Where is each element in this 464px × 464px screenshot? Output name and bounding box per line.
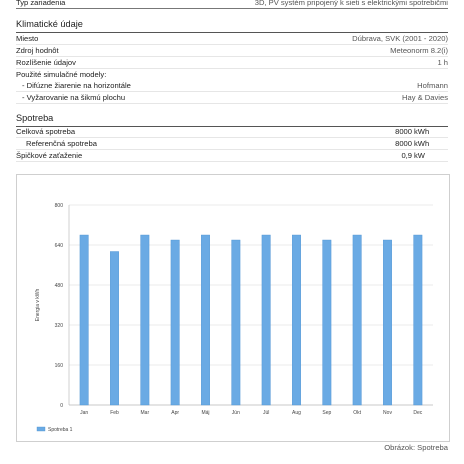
y-tick-label: 0 (60, 402, 63, 409)
bar (262, 235, 270, 405)
legend-swatch (37, 427, 45, 431)
x-tick-label: Nov (383, 410, 392, 416)
x-tick-label: Júl (262, 410, 270, 416)
x-tick-label: Okt (353, 410, 362, 416)
reference-consumption-label: Referenčná spotreba (26, 139, 97, 148)
resolution-row (16, 57, 448, 69)
climate-section-title: Klimatické údaje (16, 17, 448, 33)
total-consumption-value: 8000 (395, 127, 412, 136)
reference-consumption-value: 8000 (395, 139, 412, 148)
y-tick-label: 160 (54, 362, 63, 369)
source-value: Meteonorm 8.2(i) (390, 46, 448, 55)
peak-load-label: Špičkové zaťaženie (16, 151, 83, 160)
x-tick-label: Máj (201, 410, 210, 416)
x-tick-label: Jan (80, 410, 89, 416)
consumption-chart (16, 174, 450, 442)
total-consumption-row (16, 126, 448, 138)
y-axis-label: Energia v kWh (35, 288, 41, 322)
diffuse-value: Hofmann (417, 81, 448, 90)
bar (171, 240, 179, 405)
tilted-row (16, 92, 448, 104)
system-type-row (16, 0, 448, 9)
location-row (16, 33, 448, 45)
reference-consumption-unit: kWh (414, 139, 430, 148)
bar (80, 235, 88, 405)
bar (323, 240, 331, 405)
x-tick-label: Jún (231, 410, 240, 416)
bar (353, 235, 361, 405)
source-row (16, 45, 448, 57)
tilted-value: Hay & Davies (401, 93, 448, 102)
x-tick-label: Apr (171, 410, 180, 416)
tilted-label: - Vyžarovanie na šikmú plochu (22, 93, 126, 102)
diffuse-label: - Difúzne žiarenie na horizontále (22, 81, 131, 90)
total-consumption-label: Celková spotreba (16, 127, 76, 136)
bar (383, 240, 391, 405)
location-label: Miesto (16, 34, 39, 43)
total-consumption-unit: kWh (414, 127, 430, 136)
y-tick-label: 800 (54, 202, 63, 209)
y-tick-label: 480 (54, 282, 63, 289)
peak-load-value: 0,9 (401, 151, 412, 160)
bar (414, 235, 422, 405)
peak-load-row (16, 150, 448, 162)
x-tick-label: Sep (322, 410, 332, 416)
reference-consumption-row (16, 138, 448, 150)
bar (232, 240, 240, 405)
models-label: Použité simulačné modely: (16, 70, 107, 79)
bar (292, 235, 300, 405)
location-value: Dúbrava, SVK (2001 - 2020) (352, 34, 448, 43)
system-type-value: 3D, PV systém pripojený k sieti s elektrickými spotrebičmi (254, 0, 448, 7)
x-tick-label: Aug (292, 410, 301, 416)
resolution-label: Rozlíšenie údajov (16, 58, 76, 67)
y-tick-label: 640 (54, 242, 63, 249)
bar (201, 235, 209, 405)
x-tick-label: Feb (110, 410, 119, 416)
consumption-section-title: Spotreba (16, 111, 448, 127)
resolution-value: 1 h (437, 58, 448, 67)
consumption-chart-svg (17, 175, 449, 441)
x-tick-label: Dec (413, 410, 423, 416)
bar (141, 235, 149, 405)
source-label: Zdroj hodnôt (16, 46, 59, 55)
figure-caption: Obrázok: Spotreba (384, 443, 448, 452)
peak-load-unit: kW (414, 151, 425, 160)
diffuse-row (16, 80, 448, 92)
legend-label: Spotreba 1 (48, 427, 73, 433)
models-row (16, 69, 448, 80)
y-tick-label: 320 (54, 322, 63, 329)
bar (110, 252, 118, 406)
x-tick-label: Mar (140, 410, 150, 416)
system-type-label: Typ zariadenia (16, 0, 66, 7)
